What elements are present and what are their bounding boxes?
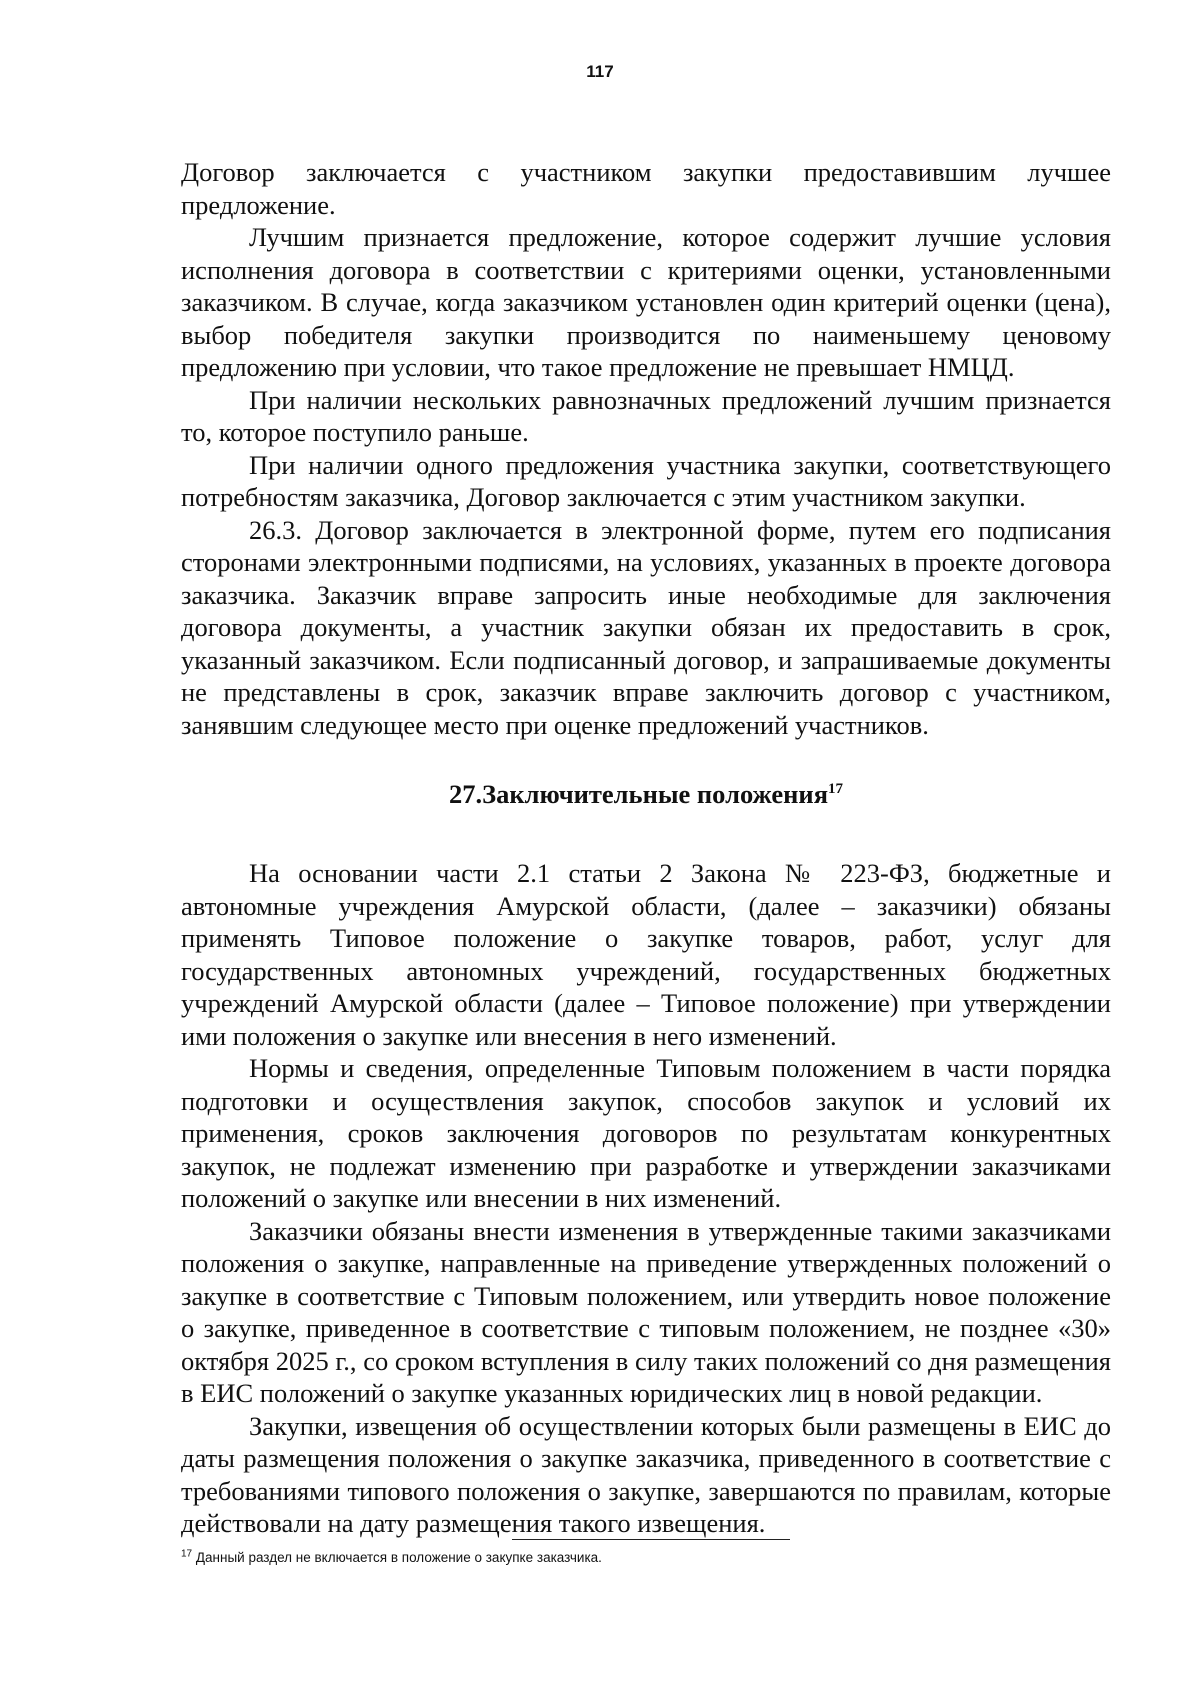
footnote — [181, 1549, 1111, 1567]
paragraph: 26.3. Договор заключается в электронной форме, путем его подписания сторонами электронными подписями, на условиях, указанных в проекте договора заказчика. Заказчик вправе запросить иные необходимые для заключения договора документы, а участник закупки обязан их предоставить в срок, указанный заказчиком. Если подписанный договор, и запрашиваемые документы не представлены в срок, заказчик вправе заключить договор с участником, занявшим следующее место при оценке предложений участников. — [181, 514, 1111, 740]
paragraph: При наличии нескольких равнозначных предложений лучшим признается то, которое поступило раньше. — [181, 384, 1111, 447]
paragraph: На основании части 2.1 статьи 2 Закона № 223-ФЗ, бюджетные и автономные учреждения Амурской области, (далее – заказчики) обязаны применять Типовое положение о закупке товаров, работ, услуг для государственных автономных учреждений, государственных бюджетных учреждений Амурской области (далее – Типовое положение) при утверждении ими положения о закупке или внесения в него изменений. — [181, 858, 1111, 1051]
footnote-separator — [512, 1539, 790, 1540]
paragraph: Закупки, извещения об осуществлении которых были размещены в ЕИС до даты размещения положения о закупке заказчика, приведенного в соответствие с требованиями типового положения о закупке, завершаются по правилам, которые действовали на дату размещения такого извещения. — [181, 1410, 1111, 1538]
page-number: 117 — [586, 62, 614, 81]
footnote-reference: 17 — [828, 781, 844, 798]
paragraph: При наличии одного предложения участника закупки, соответствующего потребностям заказчика, Договор заключается с этим участником закупки. — [181, 449, 1111, 512]
paragraph: Нормы и сведения, определенные Типовым положением в части порядка подготовки и осуществления закупок, способов закупок и условий их применения, сроков заключения договоров по результатам конкурентных закупок, не подлежат изменению при разработке и утверждении заказчиками положений о закупке или внесении в них изменений. — [181, 1053, 1111, 1213]
section-heading — [181, 777, 1111, 811]
paragraph: Договор заключается с участником закупки предоставившим лучшее предложение. — [181, 157, 1111, 220]
paragraph: Лучшим признается предложение, которое содержит лучшие условия исполнения договора в соответствии с критериями оценки, установленными заказчиком. В случае, когда заказчиком установлен один критерий оценки (цена), выбор победителя закупки производится по наименьшему ценовому предложению при условии, что такое предложение не превышает НМЦД. — [181, 222, 1111, 382]
section-heading-text: 27.Заключительные положения — [448, 779, 829, 809]
footnote-number: 17 — [181, 1548, 193, 1560]
footnote-text: Данный раздел не включается в положение о закупке заказчика. — [195, 1550, 602, 1565]
page-body — [181, 156, 1111, 1540]
paragraph: Заказчики обязаны внести изменения в утвержденные такими заказчиками положения о закупке, направленные на приведение утвержденных положений о закупке в соответствие с Типовым положением, или утвердить новое положение о закупке, приведенное в соответствие с типовым положением, не позднее «30» октября 2025 г., со сроком вступления в силу таких положений со дня размещения в ЕИС положений о закупке указанных юридических лиц в новой редакции. — [181, 1215, 1111, 1408]
